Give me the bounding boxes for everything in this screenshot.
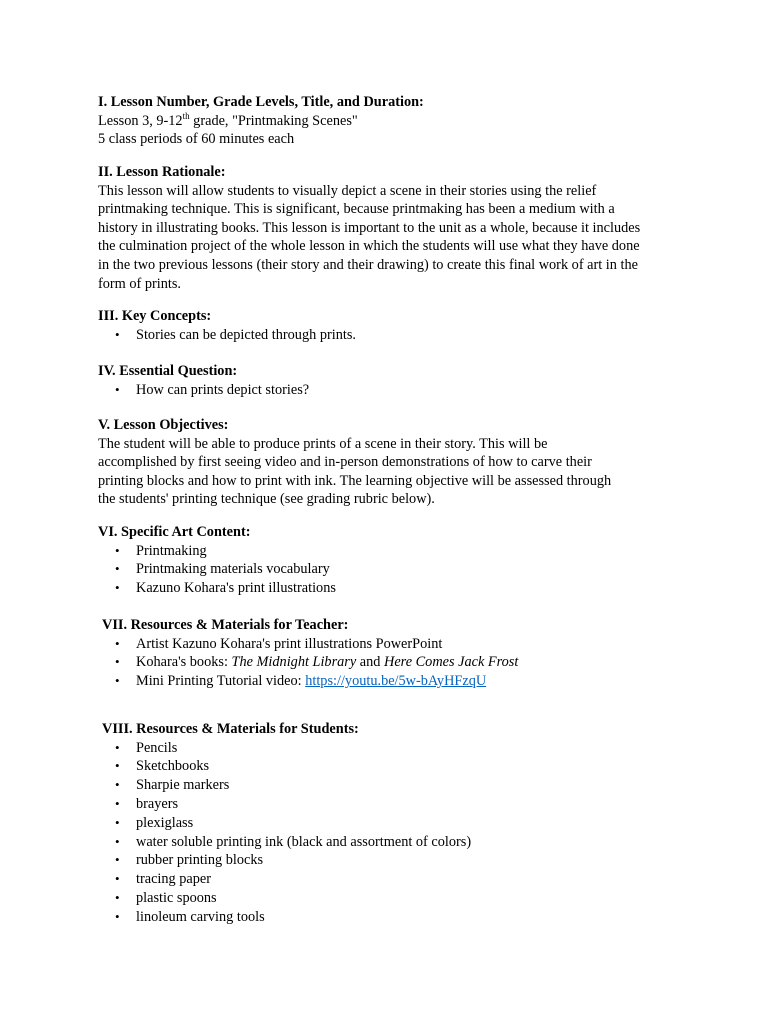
list-item: • rubber printing blocks — [115, 852, 264, 869]
book-title: Here Comes Jack Frost — [384, 654, 519, 671]
section-objectives — [98, 416, 678, 509]
essential-question-list — [98, 381, 678, 400]
section-heading: IV. Essential Question: — [98, 363, 238, 379]
objectives-paragraph: The student will be able to produce prints of a scene in their story. This will be accomplished by first seeing video and in-person demonstrations of how to carve their printing blocks and how to print with ink. The learning objective will be assessed through the students' printing technique (see grading rubric below). — [98, 435, 612, 508]
list-item: • Stories can be depicted through prints. — [115, 326, 356, 343]
section-art-content — [98, 523, 678, 598]
section-essential-question — [98, 362, 678, 399]
list-item: • Sharpie markers — [115, 777, 230, 794]
section-heading: II. Lesson Rationale: — [98, 164, 226, 180]
section-teacher-materials — [102, 616, 682, 691]
section-heading: V. Lesson Objectives: — [98, 417, 229, 433]
section-heading: VII. Resources & Materials for Teacher: — [102, 617, 349, 633]
list-item: • Printmaking materials vocabulary — [115, 561, 330, 578]
list-item: • Pencils — [115, 739, 178, 756]
art-content-list — [98, 542, 678, 598]
section-student-materials — [102, 720, 682, 927]
duration-line: 5 class periods of 60 minutes each — [98, 131, 295, 148]
teacher-materials-list — [98, 635, 682, 691]
lesson-line: Lesson 3, 9-12th grade, "Printmaking Scenes" — [98, 110, 358, 129]
tutorial-video-link[interactable]: https://youtu.be/5w-bAyHFzqU — [305, 673, 487, 690]
list-item: • plexiglass — [115, 814, 194, 831]
section-heading: III. Key Concepts: — [98, 308, 212, 324]
list-item: • How can prints depict stories? — [115, 381, 310, 398]
list-item: • Artist Kazuno Kohara's print illustrations PowerPoint — [115, 635, 443, 652]
list-item: • tracing paper — [115, 871, 212, 888]
list-item: • Kazuno Kohara's print illustrations — [115, 580, 336, 597]
list-item: • Printmaking — [115, 542, 207, 559]
section-heading: VIII. Resources & Materials for Students: — [102, 721, 359, 737]
list-item: • water soluble printing ink (black and assortment of colors) — [115, 833, 472, 850]
key-concepts-list — [98, 326, 678, 345]
section-key-concepts — [98, 307, 678, 344]
rationale-paragraph: This lesson will allow students to visually depict a scene in their stories using the relief printmaking technique. This is significant, because printmaking has been a medium with a history in illustrating books. This lesson is important to the unit as a whole, because it includes the culmination project of the whole lesson in which the students will use what they have done in the two previous lessons (their story and their drawing) to create this final work of art in the form of prints. — [98, 182, 641, 292]
section-heading: VI. Specific Art Content: — [98, 524, 251, 540]
list-item: • Kohara's books: The Midnight Library and Here Comes Jack Frost — [115, 654, 519, 671]
section-rationale — [98, 163, 678, 293]
list-item: • brayers — [115, 795, 179, 812]
list-item: • Sketchbooks — [115, 758, 210, 775]
list-item: • plastic spoons — [115, 889, 217, 906]
section-heading: I. Lesson Number, Grade Levels, Title, and Duration: — [98, 94, 424, 110]
book-title: The Midnight Library — [231, 654, 357, 671]
list-item: • Mini Printing Tutorial video: https://youtu.be/5w-bAyHFzqU — [115, 673, 487, 690]
section-lesson-info — [98, 93, 678, 149]
list-item: • linoleum carving tools — [115, 908, 265, 925]
student-materials-list — [98, 739, 682, 927]
